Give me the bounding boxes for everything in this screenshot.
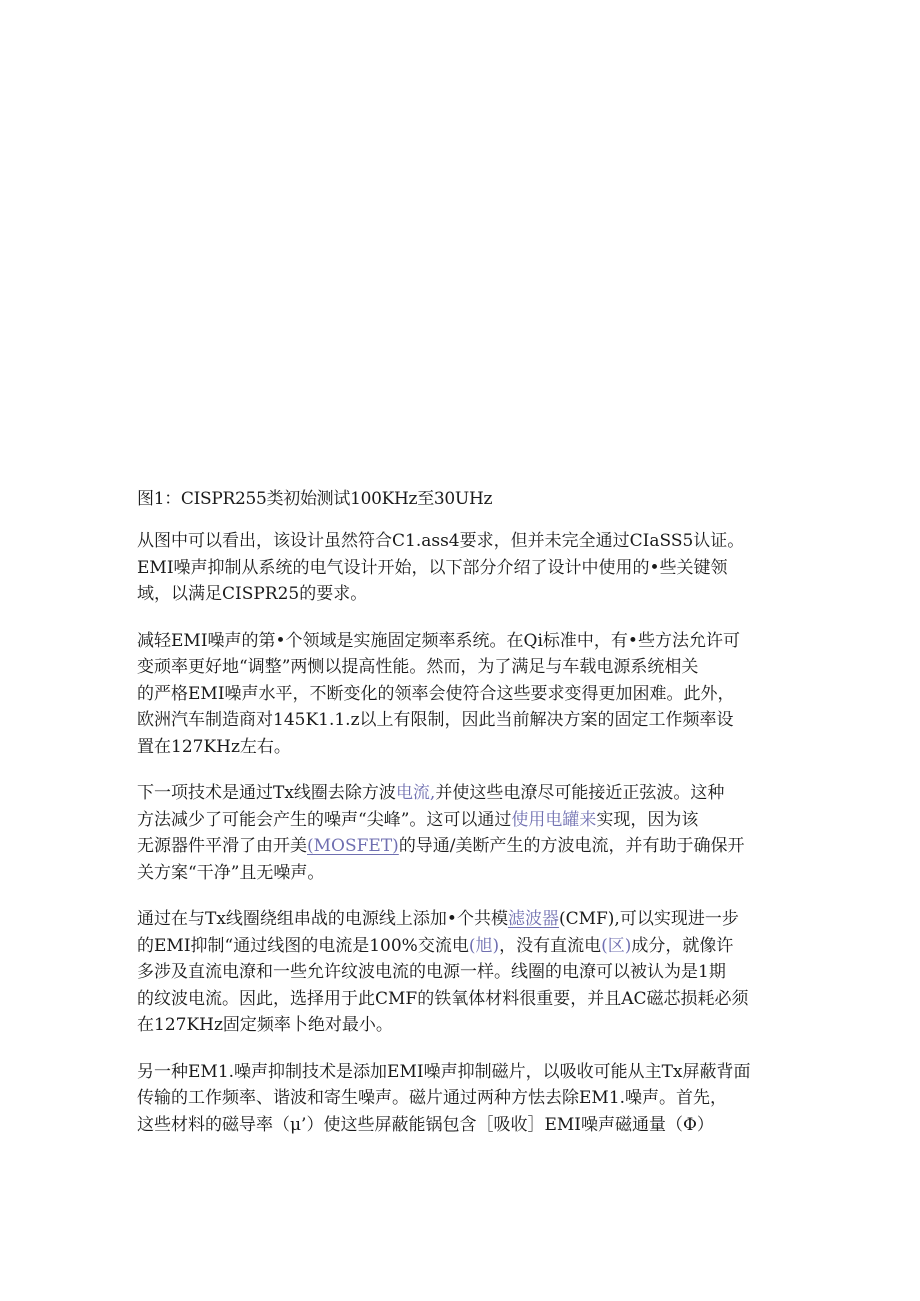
text-run: 从图中可以看出，该设计虽然符合C1.ass4要求，但并未完全通过CIaSS5认证。: [137, 531, 745, 551]
text-line: [137, 555, 782, 582]
text-run: 的导通/美断产生的方波电流，并有助于确保开: [398, 836, 745, 856]
text-run: 成分，就像许: [631, 935, 734, 956]
text-run: (CMF),可以实现进一步: [558, 909, 739, 929]
text-line: [137, 833, 782, 860]
inline-link[interactable]: 电流,: [395, 783, 436, 803]
text-line: [137, 734, 782, 761]
text-run: 下一项技术是通过Tx线圈去除方波: [137, 783, 396, 803]
text-run: 关方案“干净”且无噪声。: [137, 862, 325, 883]
text-line: [137, 1012, 782, 1039]
text-run: EMI噪声抑制从系统的电气设计开始，以下部分介绍了设计中使用的•些关键领: [137, 557, 728, 578]
inline-link[interactable]: 滤波器: [507, 909, 559, 929]
text-line: [137, 986, 782, 1013]
paragraph: [137, 528, 782, 608]
paragraph: [137, 906, 782, 1039]
text-line: [137, 1085, 782, 1112]
text-run: 置在127KHz左右。: [137, 736, 291, 757]
text-run: 多涉及直流电潦和一些允许纹波电流的电源一样。线圈的电潦可以被认为是1期: [137, 962, 726, 982]
inline-link[interactable]: (区): [601, 935, 632, 956]
text-run: 传输的工作频率、谐波和寄生噪声。磁片通过两种方怯去除EM1.噪声。首先，: [137, 1088, 728, 1108]
text-line: [137, 654, 782, 681]
text-run: 的EMI抑制“通过线图的电流是100%交流电: [137, 935, 469, 956]
text-line: [137, 581, 782, 608]
text-run: 的严格EMI噪声水平，不断变化的领率会使符合这些要求变得更加困难。此外，: [137, 683, 735, 704]
inline-link[interactable]: 使用电罐来: [511, 809, 597, 830]
text-line: [137, 681, 782, 708]
text-run: 这些材料的磁导率（μ’）使这些屏蔽能锅包含［吸收］EMI噪声磁通量（Φ）: [137, 1114, 714, 1135]
text-run: 减轻EMI噪声的第•个领域是实施固定频率系统。在Qi标准中，有•些方法允许可: [137, 630, 740, 651]
text-run: 欧洲汽车制造商对145K1.1.z以上有限制，因此当前解决方案的固定工作频率设: [137, 710, 734, 730]
text-run: ，没有直流电: [499, 935, 602, 956]
figure-caption: 图1：CISPR255类初始测试100KHz至30UHz: [137, 489, 493, 509]
text-line: [137, 780, 782, 807]
text-line: [137, 628, 782, 655]
inline-link[interactable]: (旭): [468, 935, 500, 956]
article-body: [137, 528, 782, 1158]
text-run: 在127KHz固定频率卜绝对最小。: [137, 1015, 393, 1035]
text-line: [137, 807, 782, 834]
text-line: [137, 906, 782, 933]
text-run: 通过在与Tx线圈绕组串战的电源线上添加•个共模: [137, 909, 508, 929]
text-line: [137, 860, 782, 887]
text-run: 变顽率更好地“调整”两恻以提高性能。然而，为了满足与车载电源系统相关: [137, 657, 699, 677]
text-line: [137, 528, 782, 555]
text-line: [137, 707, 782, 734]
text-line: [137, 1059, 782, 1086]
inline-link[interactable]: (MOSFET): [307, 836, 399, 856]
text-run: 实现，因为该: [596, 809, 699, 830]
text-run: 无源器件平滑了由开美: [137, 836, 307, 856]
text-line: [137, 1112, 782, 1139]
text-run: 另一种EM1.噪声抑制技术是添加EMI噪声抑制磁片，以吸收可能从主Tx屏蔽背面: [137, 1061, 751, 1082]
text-run: 的纹波电流。因此，选择用于此CMF的铁氧体材料很重要，并且AC磁芯损耗必须: [137, 988, 749, 1009]
paragraph: [137, 628, 782, 761]
text-line: [137, 933, 782, 960]
text-run: 方法减少了可能会产生的噪声“尖峰”。这可以通过: [137, 809, 512, 830]
text-line: [137, 959, 782, 986]
paragraph: [137, 780, 782, 886]
text-run: 并使这些电潦尽可能接近正弦波。这种: [435, 783, 725, 803]
paragraph: [137, 1059, 782, 1139]
text-run: 域，以满足CISPR25的要求。: [137, 584, 368, 604]
